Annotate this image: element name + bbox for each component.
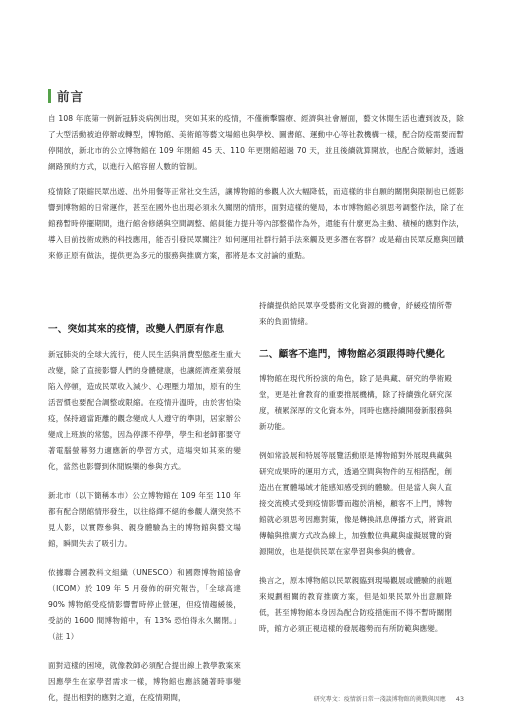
right-paragraph-1: 博物館在現代所扮演的角色，除了是典藏、研究的學術殿堂，更是社會教育的重要推展機構，除了持續強化研究深度，積累深厚的文化資本外，同時也應持續開發新服務與新功能。 — [259, 374, 452, 431]
section-heading — [48, 88, 84, 104]
running-title: 研究專文：疫情新日常一淺談博物館的挑戰與因應 — [313, 696, 446, 703]
heading-section-1: 一、突如其來的疫情，改變人們原有作息 — [48, 324, 225, 335]
left-paragraph-2: 新北市（以下簡稱本市）公立博物館在 109 年至 110 年都有配合閉館情形發生，以往絡繹不絕的參觀人潮突然不見人影，以實際參與、親身體驗為主的博物館與藝文場館，瞬間失去了吸引力。 — [48, 491, 241, 548]
intro-paragraph-2: 疫情除了限縮民眾出遊、出外用餐等正常社交生活，讓博物館的參觀人次大幅降低，而這樣的非自願的關閉與限制也已經影響到博物館的日常運作，甚至在國外也出現必須永久關閉的情形，面對這樣的變局，本市博物館必須思考調整作法，除了在館務暫時停擺期間，進行館舍修繕與空間調整、館員能力提升等內部整備作為外，還能有什麼更為主動、積極的應對作法，導入目前技術成熟的科技應用，能否引發民眾關注？如何運用社群行銷手法來觸及更多潛在客群？或是藉由民眾反應與回饋來修正原有做法，提供更為多元的服務與推廣方案，都將是本文討論的重點。 — [48, 187, 464, 260]
page-number: 43 — [455, 694, 464, 703]
left-paragraph-4: 面對這樣的困境，就像教師必須配合提出線上教學教案來因應學生在家學習需求一樣，博物館也應該隨著時事變化，提出相對的應對之道，在疫情期間， — [48, 661, 241, 702]
section-accent-bar — [48, 89, 51, 103]
right-paragraph-2: 例如常設展和特展等展覽活動原是博物館對外展現典藏與研究成果時的運用方式，透過空間與物件的互相搭配，創造出在實體場域才能感知感受到的體驗。但是當人與人直接交流模式受到疫情影響而趨於消極，顧客不上門，博物館就必須思考因應對策，像是轉換訊息傳播方式，將資訊傳輸與推廣方式改為線上，加強數位典藏與虛擬展覽的資源開放，也是提供民眾在家學習與參與的機會。 — [259, 451, 452, 556]
left-paragraph-3: 依據聯合國教科文組織（UNESCO）和國際博物館協會（ICOM）於 109 年 5 月發佈的研究報告，「全球高達 90% 博物館受疫情影響暫時停止營運，但疫情趨緩後，受訪的 1600 間博物館中，有 13% 恐怕得永久關閉。」（註 1） — [48, 568, 241, 641]
page-footer — [314, 694, 464, 703]
left-column — [48, 322, 241, 706]
left-paragraph-1: 新冠肺炎的全球大流行，使人民生活與消費型態產生重大改變，除了直接影響人們的身體健康，也讓經濟產業發展陷入停頓，造成民眾收入減少、心理壓力增加，原有的生活習慣也要配合調整或限縮。在疫情升溫時，由於害怕染疫，保持適當距離的觀念變成人人遵守的準則，居家辦公變成上班族的常態，因為停課不停學，學生和老師都要守著電腦螢幕努力適應新的學習方式，這場突如其來的變化，當然也影響到休閒娛樂的參與方式。 — [48, 350, 241, 471]
right-paragraph-3: 換言之，原本博物館以民眾親臨到現場觀展或體驗的前題來規劃相關的教育推廣方案，但是如果民眾外出意願降低，甚至博物館本身因為配合防疫措施而不得不暫時關閉時，館方必須正視這樣的發展趨勢而有所防範與應變。 — [259, 576, 452, 633]
right-column — [259, 298, 452, 637]
section-title: 前言 — [57, 89, 85, 104]
right-paragraph-continued: 持續提供給民眾享受藝術文化資源的機會，紓緩疫情所帶來的負面情緒。 — [259, 301, 452, 326]
heading-section-2: 二、顧客不進門，博物館必須跟得時代變化 — [259, 349, 446, 360]
intro-paragraph-1: 自 108 年底第一例新冠肺炎病例出現，突如其來的疫情，不僅衝擊醫療、經濟與社會層面，藝文休閒生活也遭到波及，除了大型活動被迫停辦或轉型，博物館、美術館等藝文場館也與學校、圖書館、運動中心等社教機構一樣，配合防疫需要而暫停開放，新北市的公立博物館在 109 年閉館 45 天、110 年更閉館超過 70 天，並且後續就算開放，也配合徵解封，透過網路預約方式，以進行入館容留人數的管制。 — [48, 114, 464, 171]
